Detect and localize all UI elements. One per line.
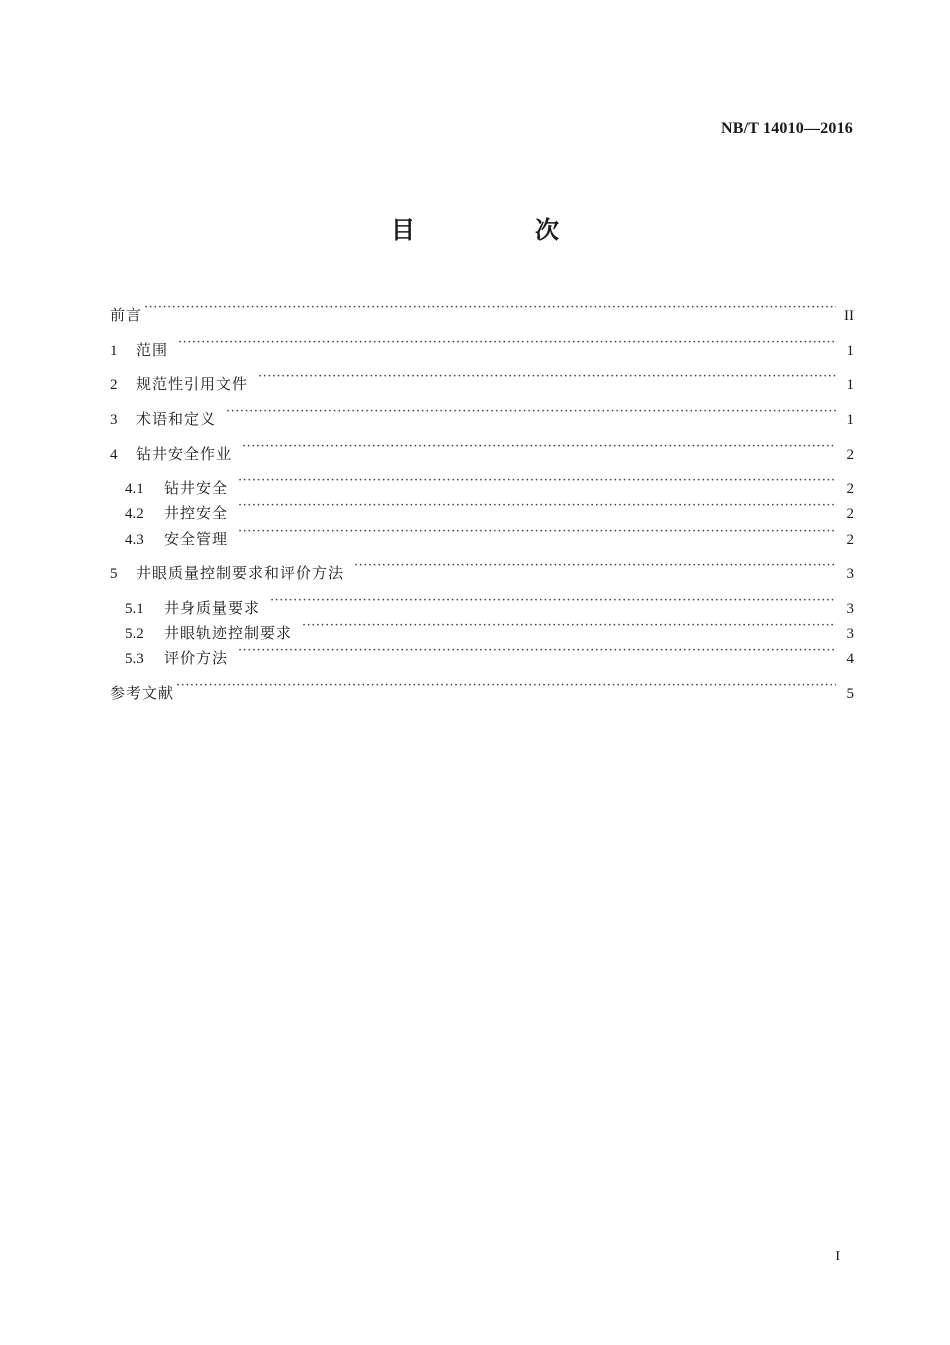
toc-entry-label: 规范性引用文件 bbox=[136, 375, 249, 393]
leader-dots bbox=[302, 614, 836, 638]
toc-entry-label: 井控安全 bbox=[164, 504, 229, 522]
toc-entry-page: 1 bbox=[846, 377, 854, 393]
toc-entry-number: 1 bbox=[110, 343, 118, 359]
toc-entry-page: 2 bbox=[846, 532, 854, 548]
toc-entry-references[interactable] bbox=[110, 674, 854, 706]
toc-entry-label: 前言 bbox=[110, 306, 143, 324]
leader-dots bbox=[354, 554, 836, 578]
toc-entry-number: 5 bbox=[110, 566, 118, 582]
toc-entry-number: 5.2 bbox=[125, 626, 144, 642]
toc-entry-label: 安全管理 bbox=[164, 530, 229, 548]
toc-entry-number: 4 bbox=[110, 447, 118, 463]
toc-entry-label: 参考文献 bbox=[110, 684, 175, 702]
toc-entry-label: 术语和定义 bbox=[136, 410, 217, 428]
page-number: I bbox=[835, 1249, 840, 1264]
toc-entry-preface[interactable] bbox=[110, 296, 854, 328]
page-title: 目 次 bbox=[391, 216, 607, 244]
toc-entry-page: 2 bbox=[846, 481, 854, 497]
leader-dots bbox=[238, 494, 836, 518]
toc-entry-page: 3 bbox=[846, 601, 854, 617]
leader-dots bbox=[144, 296, 836, 320]
toc-entry-label: 井眼轨迹控制要求 bbox=[164, 624, 293, 642]
toc-entry-5-3[interactable] bbox=[110, 639, 854, 671]
leader-dots bbox=[176, 674, 836, 698]
toc-entry-3[interactable] bbox=[110, 400, 854, 432]
toc-entry-2[interactable] bbox=[110, 365, 854, 397]
toc-entry-number: 4.2 bbox=[125, 506, 144, 522]
leader-dots bbox=[178, 331, 836, 355]
toc-entry-page: 2 bbox=[846, 447, 854, 463]
toc-entry-page: 2 bbox=[846, 506, 854, 522]
toc-entry-label: 评价方法 bbox=[164, 649, 229, 667]
toc-entry-label: 井眼质量控制要求和评价方法 bbox=[136, 564, 345, 582]
toc-entry-number: 4.1 bbox=[125, 481, 144, 497]
leader-dots bbox=[238, 520, 836, 544]
toc-entry-number: 2 bbox=[110, 377, 118, 393]
toc-entry-page: 5 bbox=[846, 686, 854, 702]
toc-entry-page: 4 bbox=[846, 651, 854, 667]
leader-dots bbox=[270, 589, 836, 613]
leader-dots bbox=[238, 639, 836, 663]
toc-entry-label: 钻井安全 bbox=[164, 479, 229, 497]
leader-dots bbox=[238, 469, 836, 493]
toc-entry-number: 5.1 bbox=[125, 601, 144, 617]
toc-entry-number: 3 bbox=[110, 412, 118, 428]
leader-dots bbox=[258, 365, 836, 389]
toc-entry-page: II bbox=[844, 308, 854, 324]
toc-entry-page: 1 bbox=[846, 343, 854, 359]
toc-entry-page: 3 bbox=[846, 566, 854, 582]
leader-dots bbox=[242, 435, 836, 459]
toc-entry-page: 3 bbox=[846, 626, 854, 642]
toc-entry-label: 井身质量要求 bbox=[164, 599, 261, 617]
toc-entry-label: 钻井安全作业 bbox=[136, 445, 233, 463]
toc-entry-page: 1 bbox=[846, 412, 854, 428]
toc-entry-5[interactable] bbox=[110, 554, 854, 586]
toc-entry-label: 范围 bbox=[136, 341, 169, 359]
standard-code: NB/T 14010—2016 bbox=[720, 120, 853, 137]
toc-entry-number: 4.3 bbox=[125, 532, 144, 548]
toc-entry-4[interactable] bbox=[110, 435, 854, 467]
leader-dots bbox=[226, 400, 836, 424]
toc-entry-1[interactable] bbox=[110, 331, 854, 363]
toc-entry-4-3[interactable] bbox=[110, 520, 854, 552]
toc-entry-number: 5.3 bbox=[125, 651, 144, 667]
